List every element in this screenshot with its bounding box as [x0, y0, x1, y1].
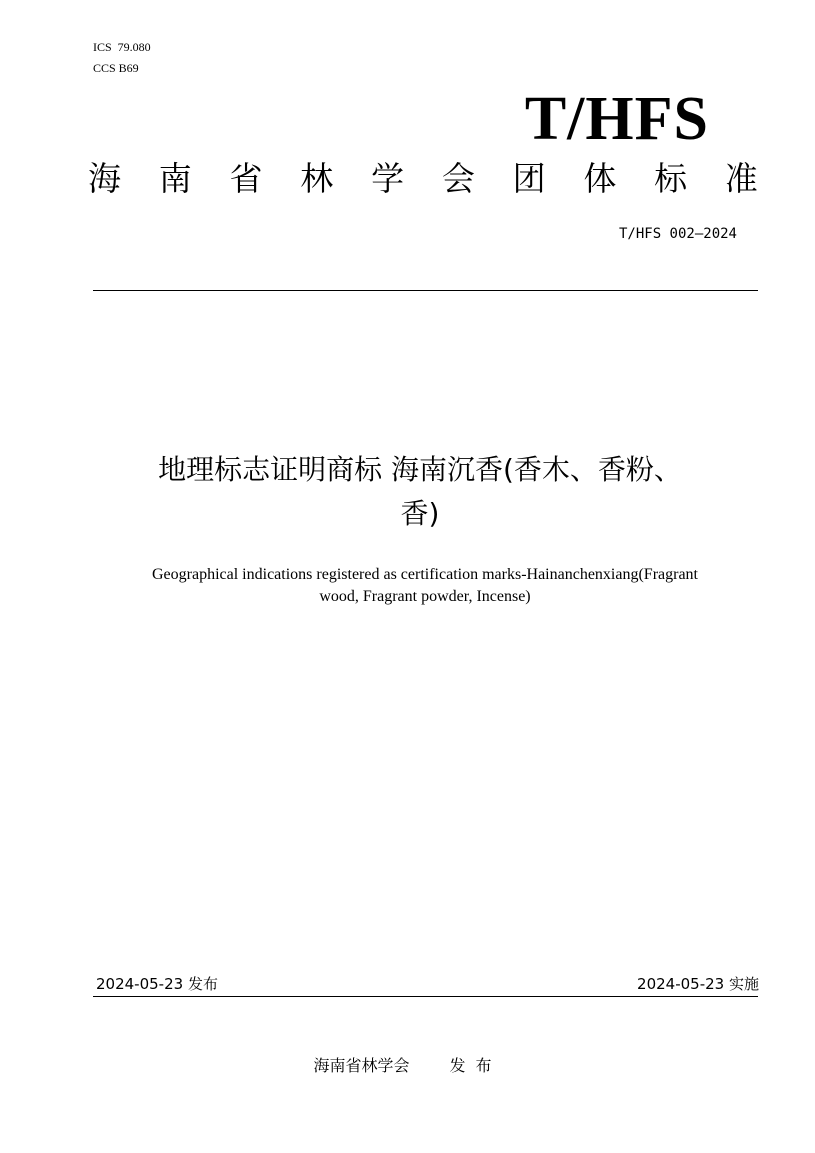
organization-standard-title — [88, 157, 758, 201]
org-title-char: 准 — [724, 159, 758, 198]
english-title-line-1: Geographical indications registered as certification marks-Hainanchenxiang(Fragrant — [152, 566, 698, 583]
org-title-char: 南 — [158, 159, 192, 198]
ics-code: ICS 79.080 — [93, 40, 151, 54]
standard-logo: T/HFS — [524, 85, 709, 153]
chinese-title — [70, 448, 770, 536]
dates-divider — [93, 996, 758, 997]
org-title-char: 省 — [229, 159, 263, 198]
ccs-code: CCS B69 — [93, 61, 139, 75]
standard-number: T/HFS 002—2024 — [618, 226, 737, 242]
issue-date: 2024-05-23 发布 — [96, 975, 218, 993]
org-title-char: 体 — [583, 159, 617, 198]
chinese-title-line-2: 香) — [400, 497, 440, 530]
org-title-char: 团 — [512, 159, 546, 198]
org-title-char: 会 — [441, 159, 475, 198]
header-divider — [93, 290, 758, 291]
chinese-title-line-1: 地理标志证明商标 海南沉香(香木、香粉、 — [158, 453, 682, 486]
publisher-name: 海南省林学会 — [313, 1056, 410, 1075]
publish-word: 发布 — [449, 1056, 502, 1075]
english-title — [80, 564, 770, 608]
implementation-date: 2024-05-23 实施 — [637, 975, 759, 993]
org-title-char: 标 — [654, 159, 688, 198]
org-title-char: 学 — [371, 159, 405, 198]
org-title-char: 海 — [88, 159, 121, 198]
publisher-line — [0, 1055, 815, 1077]
org-title-char: 林 — [300, 159, 334, 198]
english-title-line-2: wood, Fragrant powder, Incense) — [319, 588, 531, 605]
